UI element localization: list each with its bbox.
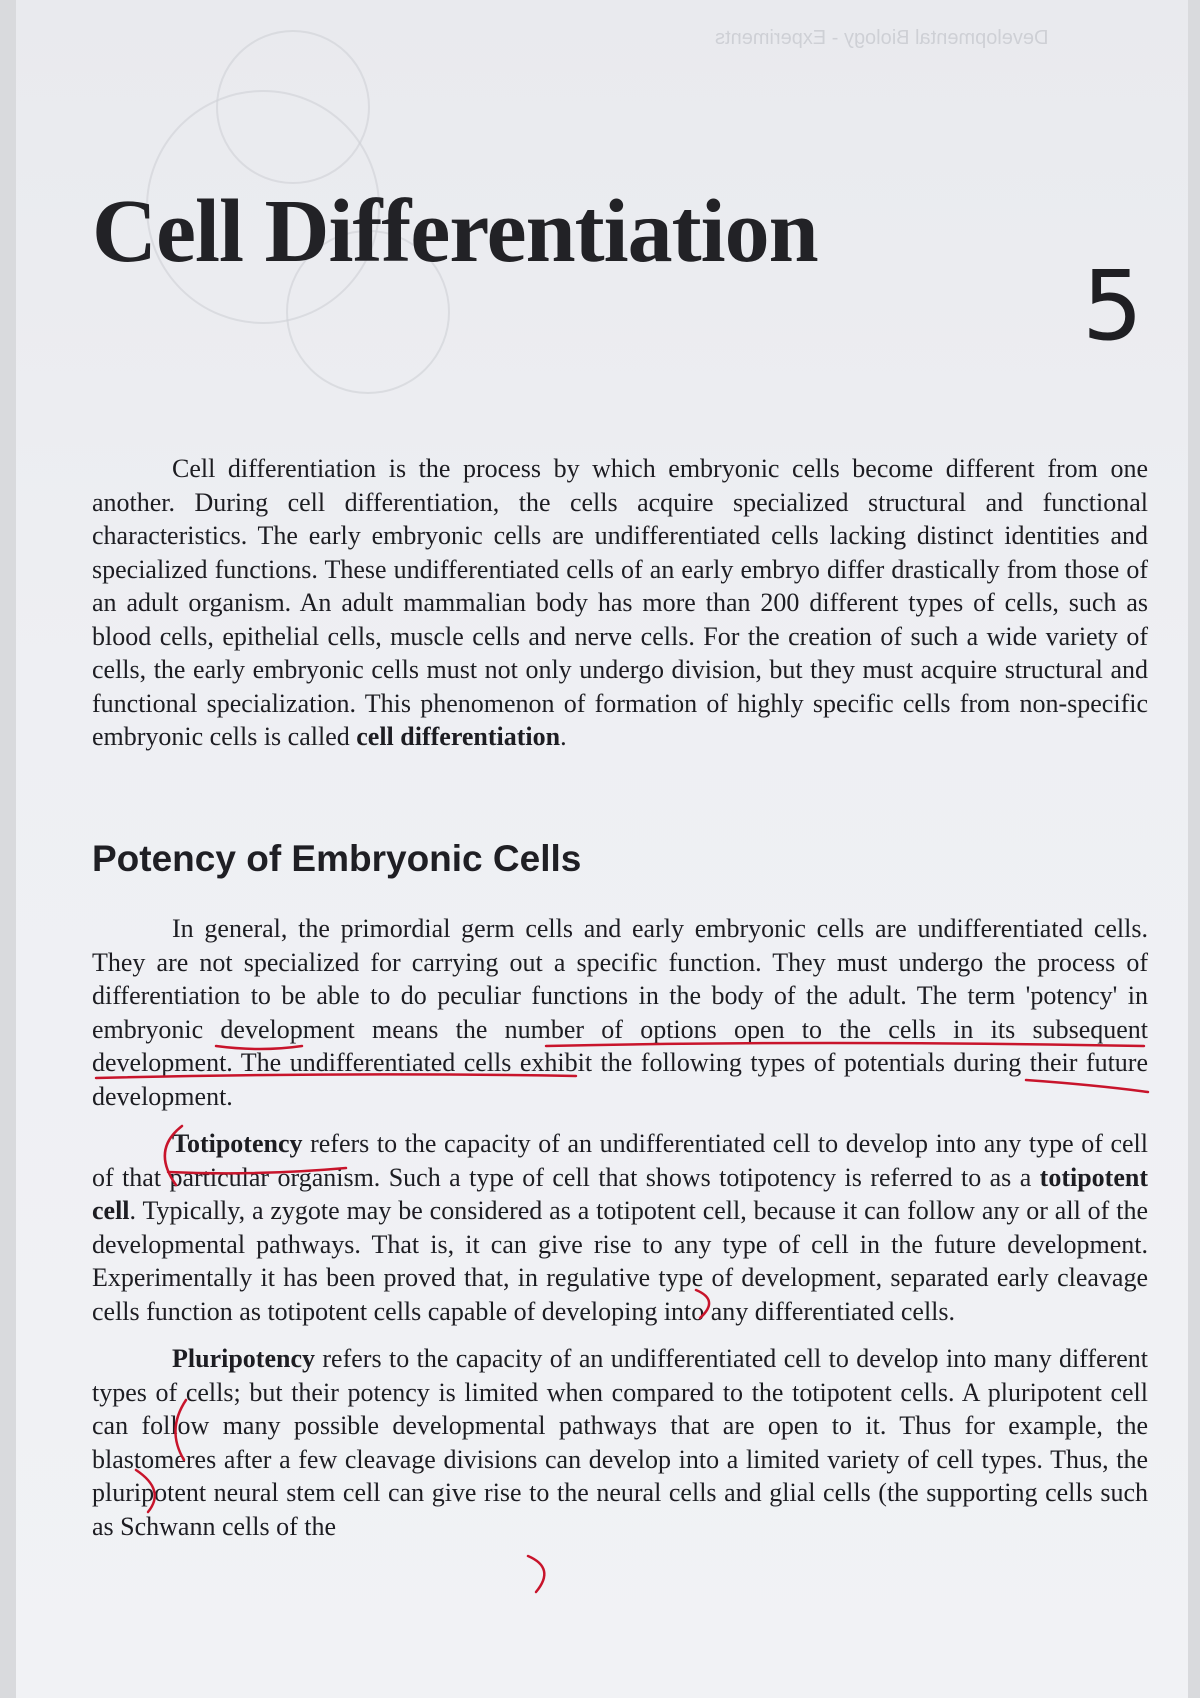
- section-heading: Potency of Embryonic Cells: [92, 838, 582, 879]
- pluripotency-paragraph: [92, 1342, 1148, 1543]
- totipotency-paragraph: [92, 1127, 1148, 1328]
- section-body: [92, 912, 1148, 1557]
- pluripotency-term: Pluripotency: [172, 1344, 315, 1373]
- chapter-title: Cell Differentiation: [92, 182, 818, 281]
- totipotency-term: Totipotency: [172, 1129, 303, 1158]
- potency-intro-paragraph: In general, the primordial germ cells and early embryonic cells are undifferentiated cells. They are not specialized for carrying out a specific function. They must undergo the process of differentiation to be able to do peculiar functions in the body of the adult. The term 'potency' in embryonic development means the number of options open to the cells in its subsequent development. The undifferentiated cells exhibit the following types of potentials during their future development.: [92, 914, 1148, 1111]
- intro-text: Cell differentiation is the process by which embryonic cells become different from one another. During cell differentiation, the cells acquire specialized structural and functional characteristics. The early embryonic cells are undifferentiated cells lacking distinct identities and specialized functions. These undifferentiated cells of an early embryo differ drastically from those of an adult organism. An adult mammalian body has more than 200 different types of cells, such as blood cells, epithelial cells, muscle cells and nerve cells. For the creation of such a wide variety of cells, the early embryonic cells must not only undergo division, but they must acquire structural and functional specialization. This phenomenon of formation of highly specific cells from non-specific embryonic cells is called: [92, 454, 1148, 751]
- running-header-bleedthrough: Developmental Biology - Experiments: [714, 27, 1048, 49]
- chapter-number: 5: [1082, 250, 1144, 362]
- book-page: [16, 0, 1188, 1698]
- intro-paragraph: [92, 452, 1148, 768]
- totipotency-text: refers to the capacity of an undifferentiated cell to develop into any type of cell of that particular organism. Such a type of cell that shows totipotency is referred to as a: [92, 1129, 1148, 1192]
- totipotent-cell-term: totipotent cell: [92, 1162, 1148, 1225]
- intro-text-end: .: [560, 722, 567, 751]
- intro-key-term: cell differentiation: [356, 722, 561, 751]
- totipotency-text-cont: . Typically, a zygote may be considered as a totipotent cell, because it can follow any or all of the developmental pathways. That is, it can give rise to any type of cell in the future development. Experimentally it has been proved that, in regulative type of development, separated early cleavage cells function as totipotent cells capable of developing into any differentiated cells.: [92, 1196, 1148, 1326]
- bracket-pluripotency-end: [528, 1556, 544, 1592]
- pluripotency-text: refers to the capacity of an undifferentiated cell to develop into many different types of cells; but their potency is limited when compared to the totipotent cells. A pluripotent cell can follow many possible developmental pathways that are open to it. Thus for example, the blastomeres after a few cleavage divisions can develop into a limited variety of cell types. Thus, the pluripotent neural stem cell can give rise to the neural cells and glial cells (the supporting cells such as Schwann cells of the: [92, 1344, 1148, 1541]
